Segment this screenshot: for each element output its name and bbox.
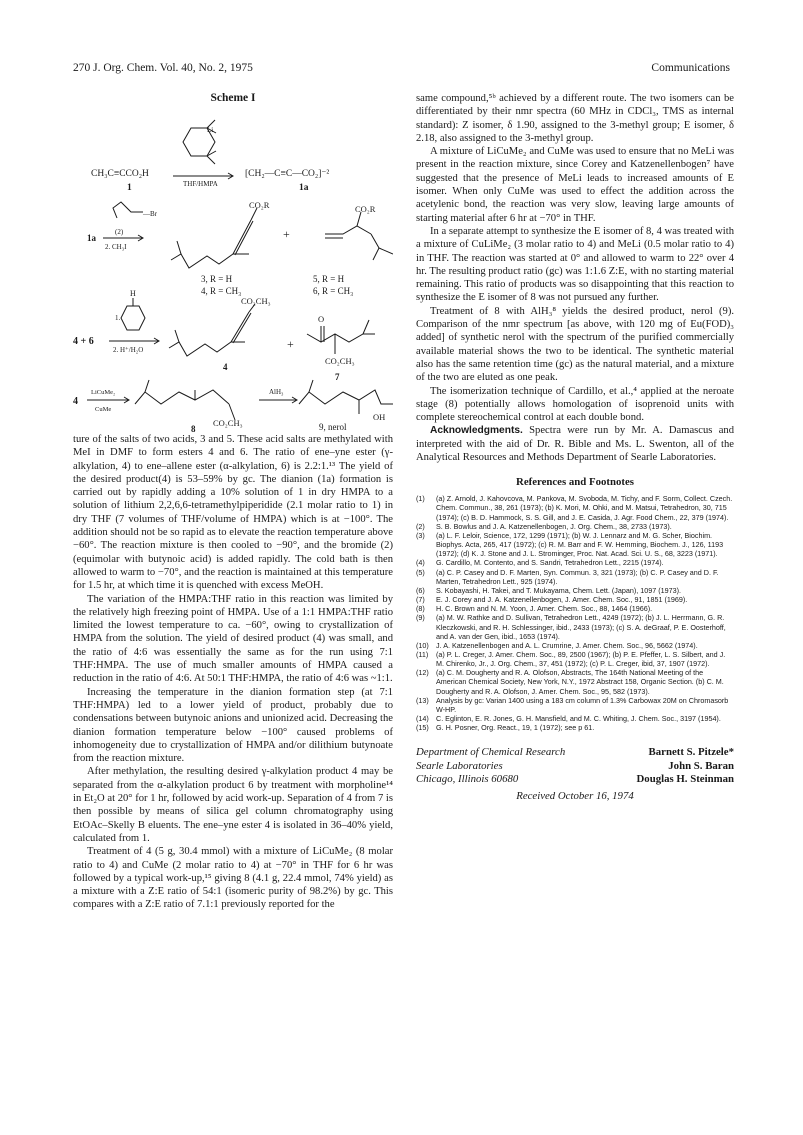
ref-number: (7): [416, 595, 425, 605]
product-8-co2ch3: CO₂CH₃: [213, 418, 243, 428]
ref-number: (15): [416, 723, 429, 733]
ref-number: (9): [416, 613, 425, 623]
ref-number: (4): [416, 558, 425, 568]
product-7-structure: [307, 320, 375, 354]
author-name: Douglas H. Steinman: [636, 773, 734, 786]
li-label: Li: [207, 126, 214, 134]
ref-text: G. H. Posner, Org. React., 19, 1 (1972); see p 61.: [436, 723, 595, 733]
plus-sign-2: +: [287, 337, 294, 351]
product-5-6-co2r: CO₂R: [355, 204, 376, 214]
ref-number: (11): [416, 649, 429, 659]
reference-item: [416, 714, 734, 723]
ref-text: S. B. Bowlus and J. A. Katzenellenbogen, J. Org. Chem., 38, 2733 (1973).: [436, 521, 672, 531]
reference-item: [416, 696, 734, 714]
affiliation: [416, 746, 565, 787]
page-header: [73, 62, 730, 78]
nerol-oh: OH: [373, 412, 386, 422]
paragraph: same compound,⁵ᵇ achieved by a different route. The two isomers can be differentiated by their nmr spectra (60 MHz in CDCl₃, TMS as internal standard): Z isomer, δ 1.90, assigned to the 3-methyl group; E isomer, δ 2.18, also assigned to the 3-methyl group.: [416, 93, 734, 144]
reference-item: [416, 586, 734, 595]
paragraph: ture of the salts of two acids, 3 and 5. These acid salts are methylated with MeI in DMF to form esters 4 and 6. The ratio of ene–yne ester (γ-alkylation, 4) to ene–allene ester (α-alkylation, 6) is 2.2:1.¹³ The yield of the desired product(4) is 53–59% by gc. The dianion (1a) formation is carried out by rapidly adding a 10% solution of 1 in dry HMPA to a solution of lithium 2,2,6,6-tetramethylpiperidide (2.1 molar ratio to 1) in dry THF (7 volumes of THF/volume of HMPA) which is at −100°. The addition should not be so rapid as to elevate the reaction temperature above −60°. The reaction mixture is then cooled to −90°, and the bromide (2) (equimolar with butynoic acid) is added rapidly. The cold bath is then allowed to warm to −70°, and the reaction is maintained at this temperature for 1.5 hr, at which time it is quenched with excess MeOH.: [73, 434, 393, 592]
affiliation-line: Chicago, Illinois 60680: [416, 773, 519, 786]
ref-text: H. C. Brown and N. M. Yoon, J. Amer. Chem. Soc., 88, 1464 (1966).: [436, 604, 653, 614]
product-3-label: 3, R = H: [201, 274, 233, 284]
ref-number: (10): [416, 640, 429, 650]
product-4-number: 4: [223, 362, 228, 372]
reference-item: [416, 723, 734, 732]
r2-start: 1a: [87, 233, 96, 243]
paragraph: The variation of the HMPA:THF ratio in this reaction was limited by the relatively high freezing point of HMPA. Use of a 1:1 HMPA:THF ratio limited the lowest temperature to ca. −60°, owing to crystallization of HMPA from the solution. The yield of desired product (4) was small, and the ratio of 4:6 was essentially the same as for the run using 7:1 THF:HMPA. The use of much smaller amounts of HMPA caused a reduction in the ratio of 4:6. At 50:1 THF:HMPA, the ratio of 4:6 was ~1:1.: [73, 593, 393, 685]
section-name: Communications: [651, 62, 730, 74]
ref-number: (5): [416, 567, 425, 577]
affiliation-line: Department of Chemical Research: [416, 746, 566, 759]
reference-item: [416, 494, 734, 521]
ref-text: (a) M. W. Rathke and D. Sullivan, Tetrahedron Lett., 4249 (1972); (b) J. L. Herrmann, G. R. Kleczkowski, and R. H. Schlessinger, ibid., 2433 (1973); (c) S. A. deGraaf, P. E. Oosterhoff, and A. van der Gen, ibid., 1653 (1974).: [436, 613, 726, 641]
product-4-co2ch3: CO₂CH₃: [241, 296, 271, 306]
nerol-structure: [299, 380, 393, 414]
product-4-label: 4, R = CH₃: [201, 286, 242, 296]
ref-number: (1): [416, 494, 425, 504]
journal-citation: 270 J. Org. Chem. Vol. 40, No. 2, 1975: [73, 62, 253, 74]
ref-text: (a) P. L. Creger, J. Amer. Chem. Soc., 89, 2500 (1967); (b) P. E. Pfeffer, L. S. Silbert, and J. M. Chirenko, Jr., J. Org. Chem., 37, 451 (1972); (c) P. L. Creger, ibid, 37, 1907 (1972).: [436, 649, 726, 669]
ref-text: (a) Z. Arnold, J. Kahovcova, M. Pankova, M. Svoboda, M. Tichy, and F. Sorm, Collect. Czech. Chem. Commun., 38, 261 (1973); (b) K. Mori, M. Ohki, and M. Matsui, Tetrahedron, 30, 715 (1974); (c) B. D. Hammock, S. S. Gill, and J. E. Casida, J. Agr. Food Chem., 22, 379 (1974).: [436, 494, 733, 522]
ref-number: (2): [416, 521, 425, 531]
r4-start: 4: [73, 396, 78, 407]
ref-number: (6): [416, 585, 425, 595]
scheme-figure: [73, 108, 393, 433]
reference-item: [416, 604, 734, 613]
condition-1: THF/HMPA: [183, 180, 218, 188]
bromide-structure: [113, 202, 143, 218]
reference-item: [416, 641, 734, 650]
product-3-4-structure: [171, 208, 257, 268]
paragraph: Treatment of 8 with AlH₃⁸ yields the desired product, nerol (9). Comparison of the nmr spectrum [as above, with 120 mg of Eu(FOD)₃ added] of synthetic nerol with the spectrum of the purified commercially available material shows the two to be identical. The synthetic material also has the same retention time (gc) as the natural material, and a mixture of the two are eluted as one peak.: [416, 305, 734, 384]
condition-3: 2. H⁺/H₂O: [113, 346, 144, 354]
authors: [637, 746, 735, 787]
left-body-text: [73, 433, 393, 912]
product-6-label: 6, R = CH₃: [313, 286, 354, 296]
ref-text: E. J. Corey and J. A. Katzenellenbogen, J. Amer. Chem. Soc., 91, 1851 (1969).: [436, 595, 688, 605]
condition-2: 2. CH₃I: [105, 243, 127, 251]
morpholine-h: H: [130, 289, 136, 298]
condition-3-step1: 1.: [115, 314, 121, 322]
ack-heading: Acknowledgments.: [430, 425, 523, 437]
r3-start: 4 + 6: [73, 336, 94, 347]
reference-item: [416, 522, 734, 531]
reactant-1-formula: CH₃C≡CCO₂H: [91, 169, 149, 179]
ref-text: Analysis by gc: Varian 1400 using a 183 cm column of 1.3% Carbowax 20M on Chromasorb W-HP.: [436, 695, 729, 714]
reference-item: [416, 668, 734, 695]
reactant-1-number: 1: [127, 183, 132, 193]
paragraph: After methylation, the resulting desired γ-alkylation product 4 may be separated from the α-alkylation product 6 by treatment with morpholine¹⁴ in Et₂O at 20° for 1 hr, followed by acid work-up. Separation of 4 from 7 is then possible by means of silica gel column chromatography using EtOAc–Skelly B eluents. The ene–yne ester 4 is isolated in 36–40% yield, calculated from 1.: [73, 766, 393, 844]
paragraph: Treatment of 4 (5 g, 30.4 mmol) with a mixture of LiCuMe₂ (8 molar ratio to 4) and CuMe (2 molar ratio to 4) at −70° in THF for 6 hr was followed by a typical work-up,¹⁵ giving 8 (4.1 g, 22.4 mmol, 74% yield) as a mixture with a Z:E ratio of 54:1 (isomeric purity of 98.2%) by gc. This compares with a Z:E ratio of 7.1:1 previously reported for the: [73, 846, 393, 911]
product-1a-formula: [CH₂—C≡C—CO₂]⁻²: [245, 169, 330, 179]
paragraph: The isomerization technique of Cardillo, et al.,⁴ applied at the neroate stage (8) potentially allows homologation of isoprenoid units with complete stereochemical control at each double bond.: [416, 385, 734, 424]
reference-item: [416, 613, 734, 640]
references-list: [416, 494, 734, 732]
ketone-o: O: [318, 314, 325, 324]
affiliation-line: Searle Laboratories: [416, 759, 503, 772]
ref-number: (3): [416, 530, 425, 540]
product-5-label: 5, R = H: [313, 274, 345, 284]
reference-item: [416, 595, 734, 604]
plus-sign-1: +: [283, 227, 290, 241]
product-4-structure: [169, 304, 255, 356]
ref-number: (8): [416, 604, 425, 614]
right-column: [416, 92, 734, 802]
author-name: Barnett S. Pitzele*: [648, 746, 734, 759]
reference-item: [416, 558, 734, 567]
ref-text: (a) C. P. Casey and D. F. Marten, Syn. Commun. 3, 321 (1973); (b) C. P. Casey and D. F. Marten, Tetrahedron Lett., 925 (1974).: [436, 567, 719, 586]
product-8-number: 8: [191, 424, 196, 433]
ack-text: Spectra were run by Mr. A. Damascus and interpreted with the aid of Dr. R. Bible and Ms. L. Swenton, all of the Analytical Resources and Methods Department of Searle Laboratories.: [416, 425, 734, 464]
paragraph: Increasing the temperature in the dianion formation step (at 7:1 THF:HMPA) led to a lower yield of product, probably due to condensations between butynoic anions and unionized acid. Decreasing the dianion formation temperature below −100° caused problems of inhomogeneity due to crystallization of HMPA and/or dilithium butynoate from the reaction mixture.: [73, 686, 393, 765]
ref-number: (13): [416, 695, 429, 705]
scheme-title: Scheme I: [210, 92, 256, 104]
bromide-br: —Br: [143, 210, 157, 218]
product-1a-number: 1a: [299, 183, 309, 193]
references-title: References and Footnotes: [516, 476, 634, 489]
ref-text: G. Cardillo, M. Contento, and S. Sandri, Tetrahedron Lett., 2215 (1974).: [436, 558, 664, 568]
condition-4a: LiCuMe₂: [91, 389, 116, 396]
condition-5: AlH₃: [269, 388, 284, 396]
reference-item: [416, 531, 734, 558]
condition-4b: CuMe: [95, 406, 112, 413]
paragraph: In a separate attempt to synthesize the E isomer of 8, 4 was treated with a mixture of CuLiMe₂ (3 molar ratio to 4) and MeLi (0.5 molar ratio to 4) in THF. The reaction was started at 0° and allowed to warm to 22° over 4 hr. The resulting product ratio (gc) was 1:1.6 Z:E, with no starting material remaining. This ratio of products was so disappointing that this reaction to synthesize the E isomer of 8 was not pursued any further.: [416, 225, 734, 304]
ref-text: J. A. Katzenellenbogen and A. L. Crumrine, J. Amer. Chem. Soc., 96, 5662 (1974).: [436, 640, 698, 650]
product-8-structure: [135, 380, 235, 420]
left-column: [73, 92, 393, 912]
product-5-6-structure: [325, 212, 393, 260]
ref-number: (12): [416, 668, 429, 678]
paragraph: A mixture of LiCuMe₂ and CuMe was used to ensure that no MeLi was present in the reaction mixture, since Corey and Katzenellenbogen⁷ have suggested that the presence of MeLi leads to increased amounts of E isomer. When only CuMe was used to effect the addition across the acetylenic bond, the reaction was very slow, leaving large amounts of starting material after 6 hr at −70° in THF.: [416, 146, 734, 224]
reference-item: [416, 650, 734, 668]
ref-text: (a) C. M. Dougherty and R. A. Olofson, Abstracts, The 164th National Meeting of the American Chemical Society, New York, N.Y., 1972 Abstract 158, Organic Section. (b) C. M. Dougherty and R. A. Olofson, J. Amer. Chem. Soc., 95, 582 (1973).: [436, 668, 724, 696]
product-7-co2ch3: CO₂CH₃: [325, 356, 355, 366]
product-3-4-co2r: CO₂R: [249, 200, 270, 210]
acknowledgments: [416, 424, 734, 464]
morpholine-structure: [121, 298, 145, 330]
signature-block: [416, 746, 734, 788]
received-date: Received October 16, 1974: [516, 790, 634, 803]
bromide-number: (2): [115, 228, 124, 236]
right-body-text: [416, 92, 734, 464]
ref-number: (14): [416, 714, 429, 724]
nerol-label: 9, nerol: [319, 422, 347, 432]
product-7-number: 7: [335, 372, 340, 382]
reference-item: [416, 568, 734, 586]
ref-text: S. Kobayashi, H. Takei, and T. Mukayama, Chem. Lett. (Japan), 1097 (1973).: [436, 585, 682, 595]
author-name: John S. Baran: [668, 759, 734, 772]
ref-text: (a) L. F. Leloir, Science, 172, 1299 (1971); (b) W. J. Lennarz and M. G. Scher, Biochim. Biophys. Acta, 265, 417 (1972); (c) R. M. Barr and F. W. Hemming, Biochem. J., 126, 1193 (1972); (d) K. J. Stone and J. L. Strominger, Proc. Nat. Acad. Sci. U. S., 68, 3223 (1971).: [436, 530, 724, 559]
ref-text: C. Eglinton, E. R. Jones, G. H. Mansfield, and M. C. Whiting, J. Chem. Soc., 3197 (1954).: [436, 714, 721, 724]
